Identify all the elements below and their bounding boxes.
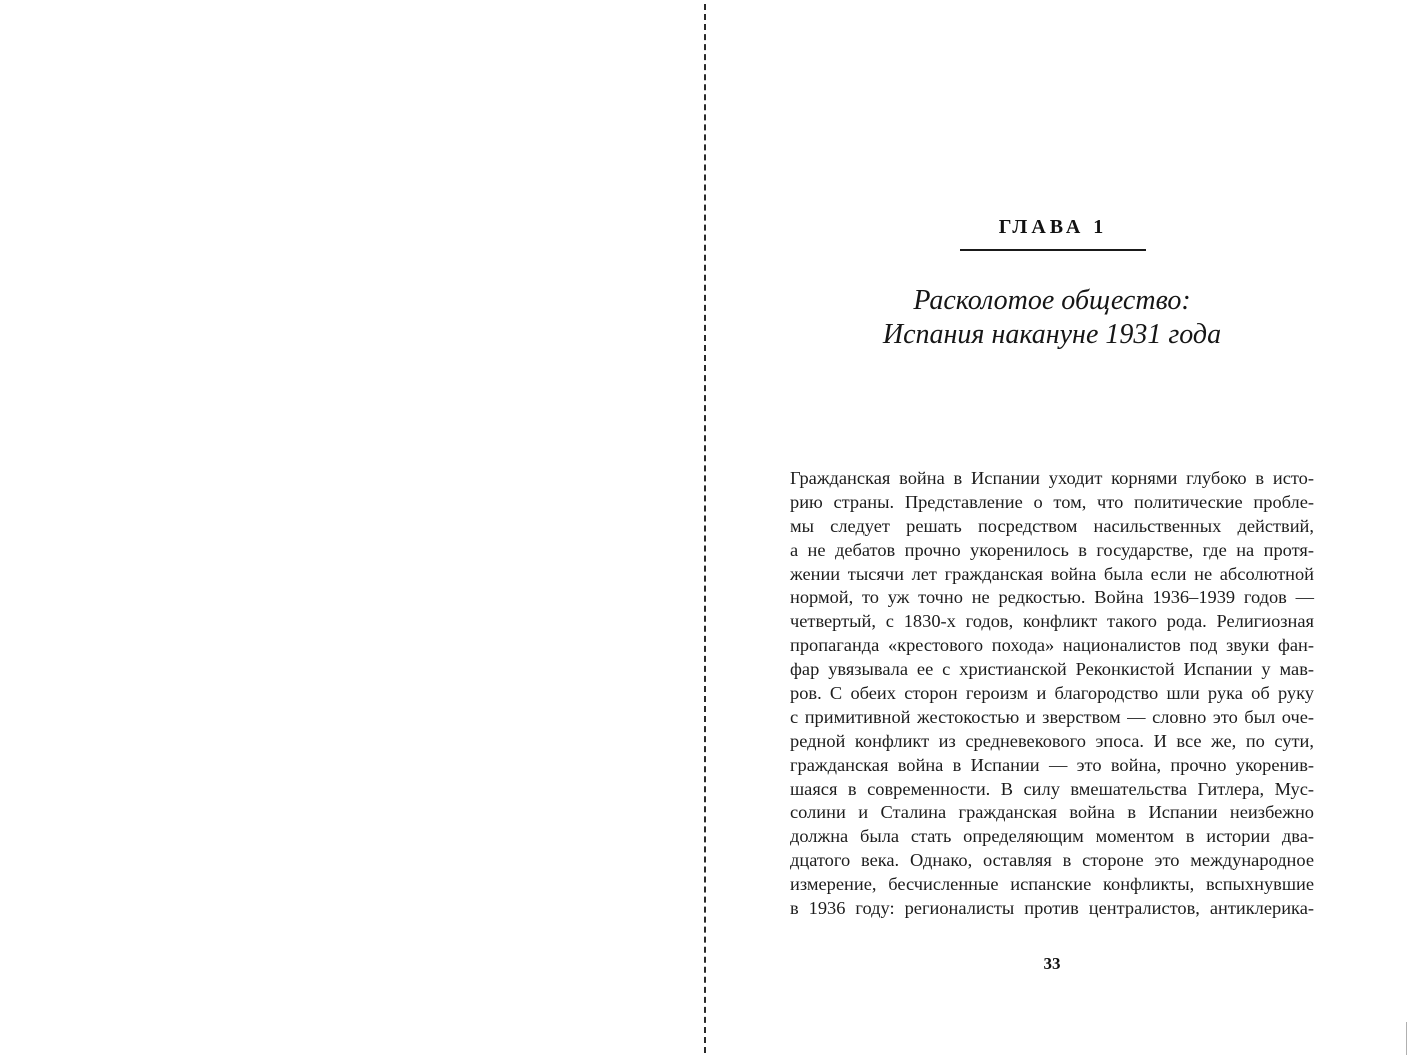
body-line: редной конфликт из средневекового эпоса. И все же, по сути, bbox=[790, 730, 1314, 751]
body-line: гражданская война в Испании — это война, прочно укоренив- bbox=[790, 754, 1314, 775]
body-line: фар увязывала ее с христианской Реконкистой Испании у мав- bbox=[790, 659, 1314, 680]
chapter-title-line: Расколотое общество: bbox=[913, 285, 1191, 316]
chapter-title bbox=[790, 284, 1314, 352]
body-line: рию страны. Представление о том, что политические пробле- bbox=[790, 491, 1314, 512]
page-number: 33 bbox=[1043, 954, 1061, 973]
body-line: шаяся в современности. В силу вмешательства Гитлера, Мус- bbox=[790, 778, 1314, 799]
body-line: ров. С обеих сторон героизм и благородство шли рука об руку bbox=[790, 683, 1314, 704]
left-page-blank bbox=[0, 0, 704, 1055]
body-line: должна была стать определяющим моментом в истории два- bbox=[790, 826, 1314, 847]
page-edge-mark bbox=[1406, 1022, 1407, 1055]
body-line: солини и Сталина гражданская война в Испании неизбежно bbox=[790, 802, 1314, 823]
body-line: Гражданская война в Испании уходит корнями глубоко в исто- bbox=[790, 468, 1314, 488]
body-paragraph bbox=[790, 467, 1314, 921]
body-line: дцатого века. Однако, оставляя в стороне это международное bbox=[790, 850, 1314, 871]
body-line: нормой, то уж точно не редкостью. Война 1936–1939 годов — bbox=[790, 587, 1314, 608]
body-line: мы следует решать посредством насильственных действий, bbox=[790, 515, 1314, 536]
chapter-rule-divider bbox=[960, 249, 1146, 251]
body-line: пропаганда «крестового похода» националистов под звуки фан- bbox=[790, 635, 1314, 656]
body-line: а не дебатов прочно укоренилось в государстве, где на протя- bbox=[790, 539, 1314, 560]
right-page bbox=[706, 0, 1410, 1055]
body-line: измерение, бесчисленные испанские конфликты, вспыхнувшие bbox=[790, 874, 1314, 895]
body-line: с примитивной жестокостью и зверством — словно это был оче- bbox=[790, 706, 1314, 727]
chapter-label: ГЛАВА 1 bbox=[998, 216, 1108, 238]
chapter-title-line: Испания накануне 1931 года bbox=[882, 319, 1222, 350]
body-line: жении тысячи лет гражданская война была если не абсолютной bbox=[790, 563, 1314, 584]
body-line: в 1936 году: регионалисты против централистов, антиклерика- bbox=[790, 898, 1314, 919]
body-line: четвертый, с 1830-х годов, конфликт такого рода. Религиозная bbox=[790, 611, 1314, 632]
